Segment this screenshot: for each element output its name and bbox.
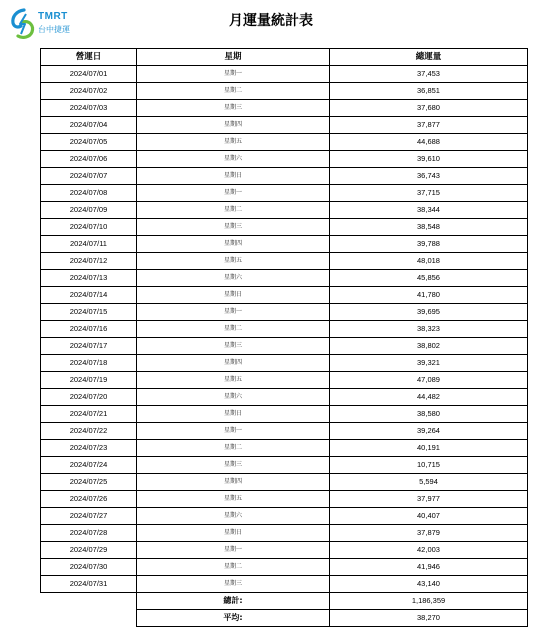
date-cell: 2024/07/12 (41, 253, 137, 270)
table-row (41, 389, 528, 406)
total-cell: 36,743 (330, 168, 528, 185)
total-cell: 39,321 (330, 355, 528, 372)
summary-label: 總計: (137, 593, 330, 610)
logo-text-zh: 台中捷運 (38, 25, 70, 34)
ridership-table (40, 48, 528, 627)
table-row (41, 423, 528, 440)
table-row (41, 474, 528, 491)
weekday-cell: 星期日 (137, 287, 330, 304)
weekday-cell: 星期三 (137, 576, 330, 593)
weekday-cell: 星期四 (137, 355, 330, 372)
total-cell: 37,879 (330, 525, 528, 542)
total-cell: 38,323 (330, 321, 528, 338)
total-cell: 42,003 (330, 542, 528, 559)
date-cell: 2024/07/21 (41, 406, 137, 423)
table-row (41, 576, 528, 593)
date-cell: 2024/07/07 (41, 168, 137, 185)
date-cell: 2024/07/08 (41, 185, 137, 202)
date-cell: 2024/07/03 (41, 100, 137, 117)
total-cell: 47,089 (330, 372, 528, 389)
date-cell: 2024/07/28 (41, 525, 137, 542)
header-weekday: 星期 (137, 49, 330, 66)
date-cell: 2024/07/04 (41, 117, 137, 134)
table-row (41, 440, 528, 457)
date-cell: 2024/07/27 (41, 508, 137, 525)
total-cell: 10,715 (330, 457, 528, 474)
date-cell: 2024/07/29 (41, 542, 137, 559)
table-row (41, 304, 528, 321)
table-row (41, 66, 528, 83)
date-cell: 2024/07/09 (41, 202, 137, 219)
table-row (41, 372, 528, 389)
date-cell: 2024/07/13 (41, 270, 137, 287)
table-row (41, 236, 528, 253)
total-cell: 38,802 (330, 338, 528, 355)
table-row (41, 168, 528, 185)
total-cell: 44,688 (330, 134, 528, 151)
header-total: 總運量 (330, 49, 528, 66)
weekday-cell: 星期一 (137, 185, 330, 202)
date-cell: 2024/07/11 (41, 236, 137, 253)
date-cell: 2024/07/16 (41, 321, 137, 338)
date-cell: 2024/07/17 (41, 338, 137, 355)
date-cell: 2024/07/31 (41, 576, 137, 593)
total-cell: 48,018 (330, 253, 528, 270)
weekday-cell: 星期一 (137, 542, 330, 559)
weekday-cell: 星期三 (137, 219, 330, 236)
logo-text-en: TMRT (38, 11, 68, 22)
table-row (41, 151, 528, 168)
table-row (41, 321, 528, 338)
weekday-cell: 星期日 (137, 525, 330, 542)
weekday-cell: 星期六 (137, 270, 330, 287)
date-cell: 2024/07/20 (41, 389, 137, 406)
date-cell: 2024/07/26 (41, 491, 137, 508)
weekday-cell: 星期六 (137, 151, 330, 168)
total-cell: 39,788 (330, 236, 528, 253)
date-cell: 2024/07/10 (41, 219, 137, 236)
table-row (41, 253, 528, 270)
date-cell: 2024/07/06 (41, 151, 137, 168)
table-row (41, 202, 528, 219)
date-cell: 2024/07/25 (41, 474, 137, 491)
weekday-cell: 星期三 (137, 338, 330, 355)
summary-row-total (41, 593, 528, 610)
total-cell: 37,680 (330, 100, 528, 117)
weekday-cell: 星期六 (137, 508, 330, 525)
total-cell: 39,695 (330, 304, 528, 321)
weekday-cell: 星期二 (137, 83, 330, 100)
weekday-cell: 星期三 (137, 100, 330, 117)
date-cell: 2024/07/24 (41, 457, 137, 474)
table-row (41, 338, 528, 355)
date-cell: 2024/07/14 (41, 287, 137, 304)
total-cell: 40,407 (330, 508, 528, 525)
weekday-cell: 星期五 (137, 372, 330, 389)
date-cell: 2024/07/15 (41, 304, 137, 321)
total-cell: 37,715 (330, 185, 528, 202)
weekday-cell: 星期五 (137, 253, 330, 270)
weekday-cell: 星期五 (137, 134, 330, 151)
table-summary (41, 593, 528, 627)
date-cell: 2024/07/18 (41, 355, 137, 372)
weekday-cell: 星期一 (137, 304, 330, 321)
date-cell: 2024/07/05 (41, 134, 137, 151)
total-cell: 38,548 (330, 219, 528, 236)
page-title: 月運量統計表 (229, 13, 313, 29)
total-cell: 43,140 (330, 576, 528, 593)
weekday-cell: 星期六 (137, 389, 330, 406)
weekday-cell: 星期一 (137, 423, 330, 440)
table-row (41, 219, 528, 236)
weekday-cell: 星期二 (137, 202, 330, 219)
table-row (41, 457, 528, 474)
date-cell: 2024/07/22 (41, 423, 137, 440)
table-row (41, 355, 528, 372)
weekday-cell: 星期日 (137, 406, 330, 423)
date-cell: 2024/07/23 (41, 440, 137, 457)
total-cell: 41,946 (330, 559, 528, 576)
table-body (41, 66, 528, 593)
date-cell: 2024/07/02 (41, 83, 137, 100)
table-row (41, 100, 528, 117)
weekday-cell: 星期四 (137, 117, 330, 134)
table-row (41, 134, 528, 151)
table-row (41, 542, 528, 559)
total-cell: 36,851 (330, 83, 528, 100)
summary-value: 1,186,359 (330, 593, 528, 610)
date-cell: 2024/07/01 (41, 66, 137, 83)
table-row (41, 406, 528, 423)
total-cell: 39,264 (330, 423, 528, 440)
table-row (41, 525, 528, 542)
summary-row-average (41, 610, 528, 627)
table-row (41, 491, 528, 508)
weekday-cell: 星期三 (137, 457, 330, 474)
weekday-cell: 星期五 (137, 491, 330, 508)
total-cell: 44,482 (330, 389, 528, 406)
table-row (41, 508, 528, 525)
table-row (41, 117, 528, 134)
weekday-cell: 星期四 (137, 474, 330, 491)
weekday-cell: 星期二 (137, 440, 330, 457)
total-cell: 37,877 (330, 117, 528, 134)
table-row (41, 287, 528, 304)
total-cell: 37,453 (330, 66, 528, 83)
date-cell: 2024/07/30 (41, 559, 137, 576)
summary-spacer (41, 593, 137, 610)
total-cell: 38,344 (330, 202, 528, 219)
total-cell: 45,856 (330, 270, 528, 287)
table-row (41, 185, 528, 202)
total-cell: 37,977 (330, 491, 528, 508)
table-row (41, 270, 528, 287)
weekday-cell: 星期四 (137, 236, 330, 253)
weekday-cell: 星期日 (137, 168, 330, 185)
total-cell: 38,580 (330, 406, 528, 423)
total-cell: 40,191 (330, 440, 528, 457)
total-cell: 41,780 (330, 287, 528, 304)
table-row (41, 559, 528, 576)
table-header-row (41, 49, 528, 66)
total-cell: 5,594 (330, 474, 528, 491)
weekday-cell: 星期二 (137, 321, 330, 338)
date-cell: 2024/07/19 (41, 372, 137, 389)
summary-value: 38,270 (330, 610, 528, 627)
weekday-cell: 星期二 (137, 559, 330, 576)
summary-label: 平均: (137, 610, 330, 627)
summary-spacer (41, 610, 137, 627)
table-row (41, 83, 528, 100)
header-date: 營運日 (41, 49, 137, 66)
weekday-cell: 星期一 (137, 66, 330, 83)
total-cell: 39,610 (330, 151, 528, 168)
